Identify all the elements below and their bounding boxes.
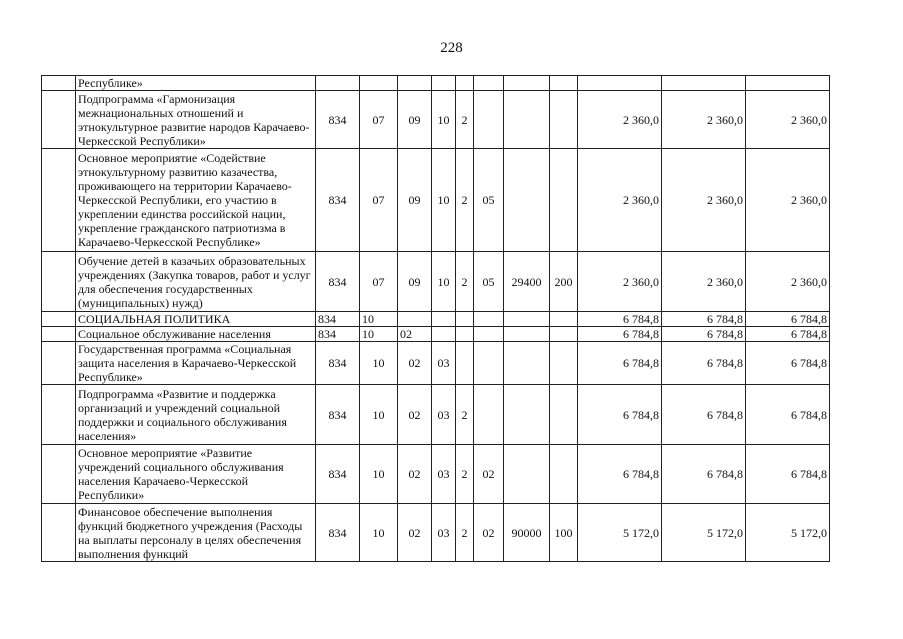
row-code-cell: 10: [360, 312, 398, 327]
row-code-cell: 834: [316, 91, 360, 149]
table-row: [42, 76, 830, 91]
row-amount-cell: 2 360,0: [578, 91, 662, 149]
row-code-cell: 09: [398, 149, 432, 252]
row-code-cell: [456, 312, 474, 327]
row-code-cell: [474, 327, 504, 342]
row-code-cell: 02: [474, 504, 504, 562]
row-amount-cell: 2 360,0: [662, 252, 746, 312]
row-blank-cell: [42, 76, 76, 91]
table-row: [42, 504, 830, 562]
row-blank-cell: [42, 385, 76, 445]
row-code-cell: 834: [316, 445, 360, 504]
row-code-cell: 834: [316, 385, 360, 445]
table-body: [42, 76, 830, 562]
budget-table: [41, 75, 830, 562]
row-amount-cell: 6 784,8: [746, 312, 830, 327]
row-amount-cell: 6 784,8: [746, 445, 830, 504]
row-code-cell: [360, 76, 398, 91]
row-code-cell: 834: [316, 312, 360, 327]
row-code-cell: [474, 76, 504, 91]
row-amount-cell: 6 784,8: [746, 342, 830, 385]
row-blank-cell: [42, 91, 76, 149]
table-row: [42, 327, 830, 342]
row-code-cell: 07: [360, 149, 398, 252]
row-code-cell: [550, 445, 578, 504]
row-blank-cell: [42, 327, 76, 342]
row-code-cell: [432, 327, 456, 342]
row-code-cell: [504, 342, 550, 385]
row-code-cell: [504, 149, 550, 252]
row-code-cell: 100: [550, 504, 578, 562]
row-code-cell: [550, 342, 578, 385]
row-code-cell: 02: [398, 445, 432, 504]
row-code-cell: 03: [432, 385, 456, 445]
row-code-cell: [550, 149, 578, 252]
row-code-cell: 02: [398, 385, 432, 445]
row-name-cell: Основное мероприятие «Развитие учреждений социального обслуживания населения Карачаево-Черкесской Республики»: [76, 445, 316, 504]
row-code-cell: [398, 312, 432, 327]
row-code-cell: 2: [456, 91, 474, 149]
row-blank-cell: [42, 504, 76, 562]
row-amount-cell: 5 172,0: [578, 504, 662, 562]
row-amount-cell: 6 784,8: [746, 385, 830, 445]
row-amount-cell: 6 784,8: [662, 385, 746, 445]
row-code-cell: 10: [360, 327, 398, 342]
row-code-cell: 02: [398, 342, 432, 385]
row-code-cell: 2: [456, 504, 474, 562]
table-row: [42, 91, 830, 149]
row-blank-cell: [42, 252, 76, 312]
row-amount-cell: 5 172,0: [746, 504, 830, 562]
row-code-cell: [432, 76, 456, 91]
row-code-cell: [550, 91, 578, 149]
row-code-cell: 2: [456, 252, 474, 312]
row-code-cell: [474, 91, 504, 149]
row-code-cell: 2: [456, 149, 474, 252]
row-name-cell: Государственная программа «Социальная защита населения в Карачаево-Черкесской Республике»: [76, 342, 316, 385]
row-code-cell: 834: [316, 149, 360, 252]
row-amount-cell: 2 360,0: [578, 252, 662, 312]
row-code-cell: [456, 327, 474, 342]
row-code-cell: 834: [316, 504, 360, 562]
row-code-cell: [456, 76, 474, 91]
row-code-cell: 10: [432, 252, 456, 312]
row-amount-cell: 6 784,8: [578, 327, 662, 342]
row-code-cell: [504, 91, 550, 149]
row-name-cell: Социальное обслуживание населения: [76, 327, 316, 342]
row-code-cell: 05: [474, 149, 504, 252]
row-code-cell: [550, 76, 578, 91]
row-amount-cell: 6 784,8: [662, 445, 746, 504]
row-blank-cell: [42, 149, 76, 252]
row-code-cell: 10: [360, 504, 398, 562]
row-amount-cell: 6 784,8: [578, 385, 662, 445]
page-number: 228: [440, 40, 463, 56]
row-code-cell: [474, 312, 504, 327]
row-amount-cell: 2 360,0: [662, 91, 746, 149]
row-code-cell: [474, 342, 504, 385]
row-code-cell: 2: [456, 385, 474, 445]
table-row: [42, 445, 830, 504]
row-amount-cell: [578, 76, 662, 91]
row-code-cell: 02: [474, 445, 504, 504]
row-amount-cell: 2 360,0: [746, 91, 830, 149]
row-amount-cell: 2 360,0: [746, 252, 830, 312]
row-blank-cell: [42, 342, 76, 385]
row-amount-cell: [746, 76, 830, 91]
row-code-cell: 29400: [504, 252, 550, 312]
row-code-cell: [456, 342, 474, 385]
row-amount-cell: 6 784,8: [578, 445, 662, 504]
row-code-cell: 07: [360, 252, 398, 312]
row-code-cell: 834: [316, 342, 360, 385]
row-name-cell: Обучение детей в казачьих образовательных учреждениях (Закупка товаров, работ и услуг для обеспечения государственных (муниципальных) нужд): [76, 252, 316, 312]
row-code-cell: [474, 385, 504, 445]
row-blank-cell: [42, 445, 76, 504]
row-amount-cell: 2 360,0: [662, 149, 746, 252]
row-code-cell: [504, 445, 550, 504]
row-code-cell: 10: [432, 91, 456, 149]
row-code-cell: [504, 327, 550, 342]
row-amount-cell: 6 784,8: [578, 312, 662, 327]
row-code-cell: [504, 76, 550, 91]
row-code-cell: 200: [550, 252, 578, 312]
row-code-cell: 10: [360, 445, 398, 504]
table-row: [42, 149, 830, 252]
row-code-cell: 834: [316, 252, 360, 312]
row-amount-cell: 6 784,8: [578, 342, 662, 385]
row-amount-cell: 2 360,0: [746, 149, 830, 252]
row-code-cell: [432, 312, 456, 327]
row-code-cell: 10: [360, 385, 398, 445]
row-code-cell: [550, 327, 578, 342]
row-code-cell: [504, 385, 550, 445]
row-amount-cell: [662, 76, 746, 91]
row-name-cell: Подпрограмма «Гармонизация межнациональных отношений и этнокультурное развитие народов Карачаево-Черкесской Республики»: [76, 91, 316, 149]
row-code-cell: 02: [398, 504, 432, 562]
row-code-cell: 03: [432, 342, 456, 385]
row-amount-cell: 6 784,8: [662, 327, 746, 342]
row-code-cell: 09: [398, 91, 432, 149]
row-code-cell: 2: [456, 445, 474, 504]
table-row: [42, 342, 830, 385]
table-row: [42, 385, 830, 445]
row-name-cell: Подпрограмма «Развитие и поддержка организаций и учреждений социальной поддержки и социального обслуживания населения»: [76, 385, 316, 445]
row-code-cell: [550, 385, 578, 445]
row-code-cell: 90000: [504, 504, 550, 562]
row-amount-cell: 6 784,8: [746, 327, 830, 342]
row-code-cell: 10: [360, 342, 398, 385]
row-amount-cell: 6 784,8: [662, 342, 746, 385]
row-code-cell: 03: [432, 445, 456, 504]
row-code-cell: [398, 76, 432, 91]
row-code-cell: 10: [432, 149, 456, 252]
row-code-cell: 09: [398, 252, 432, 312]
row-code-cell: [316, 76, 360, 91]
row-code-cell: 03: [432, 504, 456, 562]
row-name-cell: СОЦИАЛЬНАЯ ПОЛИТИКА: [76, 312, 316, 327]
row-name-cell: Основное мероприятие «Содействие этнокультурному развитию казачества, проживающего на территории Карачаево-Черкесской Республики, его участию в укреплении единства российской нации, укрепление гражданского патриотизма в Карачаево-Черкесской Республике»: [76, 149, 316, 252]
row-amount-cell: 6 784,8: [662, 312, 746, 327]
row-code-cell: [504, 312, 550, 327]
row-code-cell: 02: [398, 327, 432, 342]
row-name-cell: Республике»: [76, 76, 316, 91]
row-code-cell: [550, 312, 578, 327]
row-name-cell: Финансовое обеспечение выполнения функций бюджетного учреждения (Расходы на выплаты персоналу в целях обеспечения выполнения функций: [76, 504, 316, 562]
row-code-cell: 834: [316, 327, 360, 342]
table-row: [42, 252, 830, 312]
row-blank-cell: [42, 312, 76, 327]
row-code-cell: 05: [474, 252, 504, 312]
table-row: [42, 312, 830, 327]
row-amount-cell: 5 172,0: [662, 504, 746, 562]
row-code-cell: 07: [360, 91, 398, 149]
row-amount-cell: 2 360,0: [578, 149, 662, 252]
